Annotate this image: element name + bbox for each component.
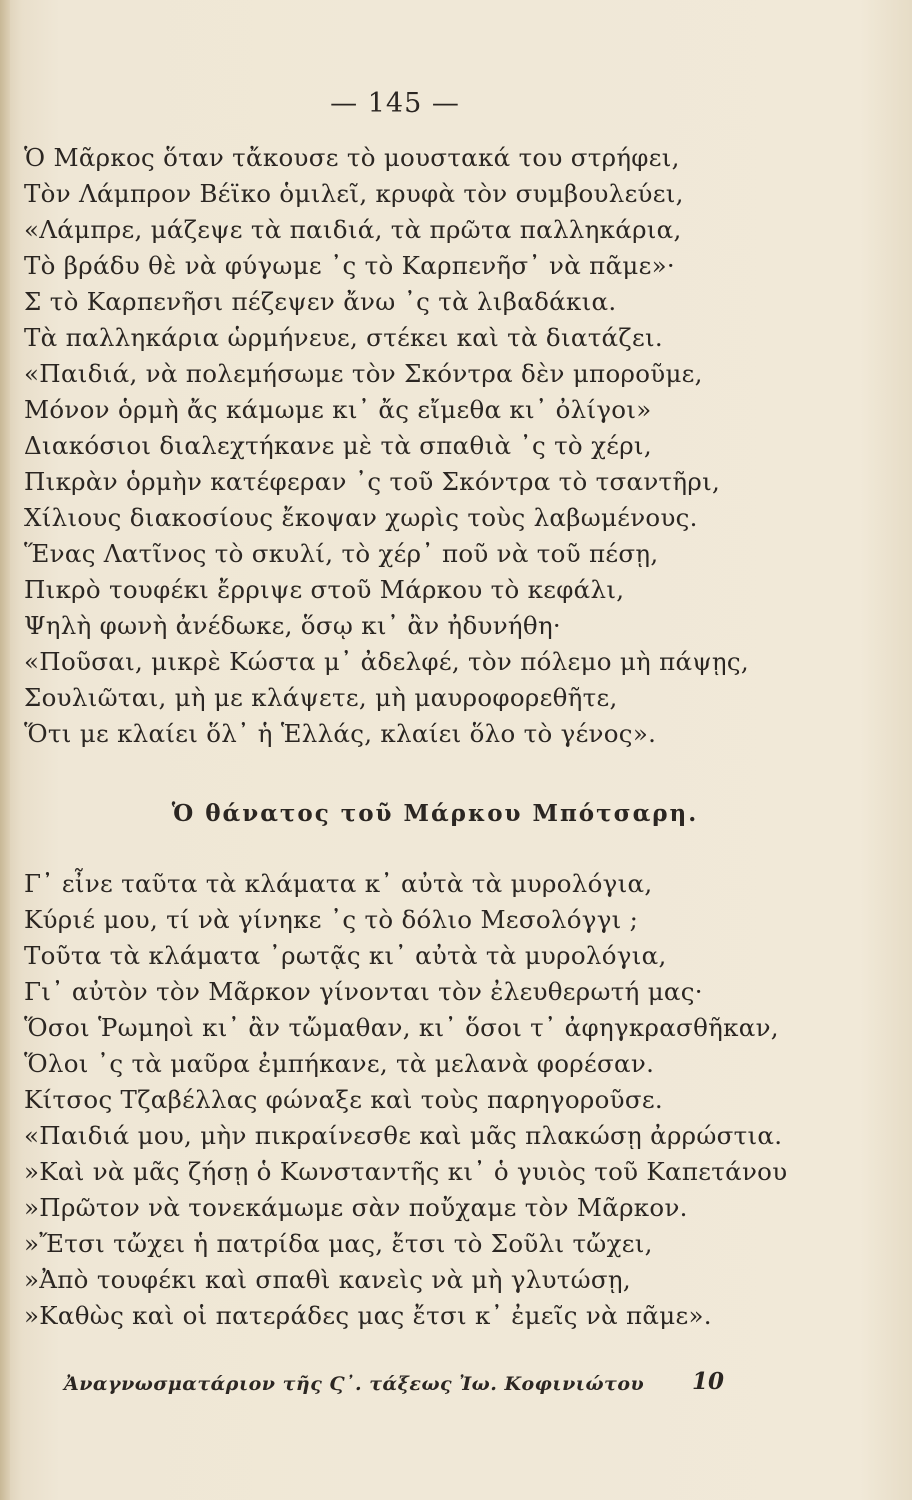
verse-line: Πικρὰν ὁρμὴν κατέφεραν ᾿ς τοῦ Σκόντρα τὸ τσαντῆρι, xyxy=(24,467,721,496)
verse-line: Γι᾿ αὐτὸν τὸν Μᾶρκον γίνονται τὸν ἐλευθερωτή μας· xyxy=(24,977,703,1006)
verse-line: »Καθὼς καὶ οἱ πατεράδες μας ἔτσι κ᾿ ἐμεῖς νὰ πᾶμε». xyxy=(24,1301,712,1330)
poem-stanza-2 xyxy=(24,866,894,1334)
verse-line: Τὸν Λάμπρον Βέϊκο ὁμιλεῖ, κρυφὰ τὸν συμβουλεύει, xyxy=(24,179,684,208)
verse-line: Ψηλὴ φωνὴ ἀνέδωκε, ὅσῳ κι᾿ ἂν ἠδυνήθη· xyxy=(24,611,562,640)
verse-line: »Καὶ νὰ μᾶς ζήσῃ ὁ Κωνσταντῆς κι᾿ ὁ γυιὸς τοῦ Καπετάνου xyxy=(24,1157,788,1186)
verse-line: «Παιδιά, νὰ πολεμήσωμε τὸν Σκόντρα δὲν μποροῦμε, xyxy=(24,359,703,388)
verse-line: »Ἀπὸ τουφέκι καὶ σπαθὶ κανεὶς νὰ μὴ γλυτώσῃ, xyxy=(24,1265,632,1294)
verse-line: Τὸ βράδυ θὲ νὰ φύγωμε ᾿ς τὸ Καρπενῆσ᾿ νὰ πᾶμε»· xyxy=(24,251,676,280)
verse-line: Κύριέ μου, τί νὰ γίνηκε ᾿ς τὸ δόλιο Μεσολόγγι ; xyxy=(24,905,639,934)
verse-line: Σ τὸ Καρπενῆσι πέζεψεν ἄνω ᾿ς τὰ λιβαδάκια. xyxy=(24,287,617,316)
verse-line: Σουλιῶται, μὴ με κλάψετε, μὴ μαυροφορεθῆτε, xyxy=(24,683,618,712)
verse-line: Διακόσιοι διαλεχτήκανε μὲ τὰ σπαθιὰ ᾿ς τὸ χέρι, xyxy=(24,431,652,460)
section-title: Ὁ θάνατος τοῦ Μάρκου Μπότσαρη. xyxy=(171,800,699,827)
verse-line: Ὁ Μᾶρκος ὅταν τἄκουσε τὸ μουστακά του στρήφει, xyxy=(24,143,680,172)
verse-line: «Παιδιά μου, μὴν πικραίνεσθε καὶ μᾶς πλακώσῃ ἀρρώστια. xyxy=(24,1121,783,1150)
verse-line: Μόνον ὁρμὴ ἄς κάμωμε κι᾿ ἄς εἴμεθα κι᾿ ὀλίγοι» xyxy=(24,395,652,424)
page-number: — 145 — xyxy=(330,88,460,119)
verse-line: Κίτσος Τζαβέλλας φώναξε καὶ τοὺς παρηγοροῦσε. xyxy=(24,1085,663,1114)
footer-credit: Ἀναγνωσματάριον τῆς Ϛ᾿. τάξεως Ἰω. Κοφινιώτου xyxy=(64,1373,645,1395)
verse-line: »Πρῶτον νὰ τονεκάμωμε σὰν ποὔχαμε τὸν Μᾶρκον. xyxy=(24,1193,688,1222)
page-gutter-edge xyxy=(0,0,10,1500)
verse-line: Ἕνας Λατῖνος τὸ σκυλί, τὸ χέρ᾿ ποῦ νὰ τοῦ πέσῃ, xyxy=(24,539,659,568)
poem-stanza-1 xyxy=(24,140,894,752)
signature-mark: 10 xyxy=(692,1368,725,1395)
verse-line: Ὅτι με κλαίει ὅλ᾿ ἡ Ἑλλάς, κλαίει ὅλο τὸ γένος». xyxy=(24,719,657,748)
verse-line: Ὅσοι Ῥωμηοὶ κι᾿ ἂν τὤμαθαν, κι᾿ ὅσοι τ᾿ ἀφηγκρασθῆκαν, xyxy=(24,1013,779,1042)
verse-line: Τὰ παλληκάρια ὡρμήνευε, στέκει καὶ τὰ διατάζει. xyxy=(24,323,663,352)
verse-line: Τοῦτα τὰ κλάματα ᾿ρωτᾷς κι᾿ αὐτὰ τὰ μυρολόγια, xyxy=(24,941,667,970)
verse-line: «Λάμπρε, μάζεψε τὰ παιδιά, τὰ πρῶτα παλληκάρια, xyxy=(24,215,682,244)
verse-line: Χίλιους διακοσίους ἔκοψαν χωρὶς τοὺς λαβωμένους. xyxy=(24,503,698,532)
verse-line: Γ᾿ εἶνε ταῦτα τὰ κλάματα κ᾿ αὐτὰ τὰ μυρολόγια, xyxy=(24,869,653,898)
verse-line: »Ἔτσι τὤχει ἡ πατρίδα μας, ἔτσι τὸ Σοῦλι τὤχει, xyxy=(24,1229,653,1258)
verse-line: Ὅλοι ᾿ς τὰ μαῦρα ἐμπήκανε, τὰ μελανὰ φορέσαν. xyxy=(24,1049,655,1078)
verse-line: Πικρὸ τουφέκι ἔρριψε στοῦ Μάρκου τὸ κεφάλι, xyxy=(24,575,625,604)
verse-line: «Ποῦσαι, μικρὲ Κώστα μ᾿ ἀδελφέ, τὸν πόλεμο μὴ πάψῃς, xyxy=(24,647,749,676)
